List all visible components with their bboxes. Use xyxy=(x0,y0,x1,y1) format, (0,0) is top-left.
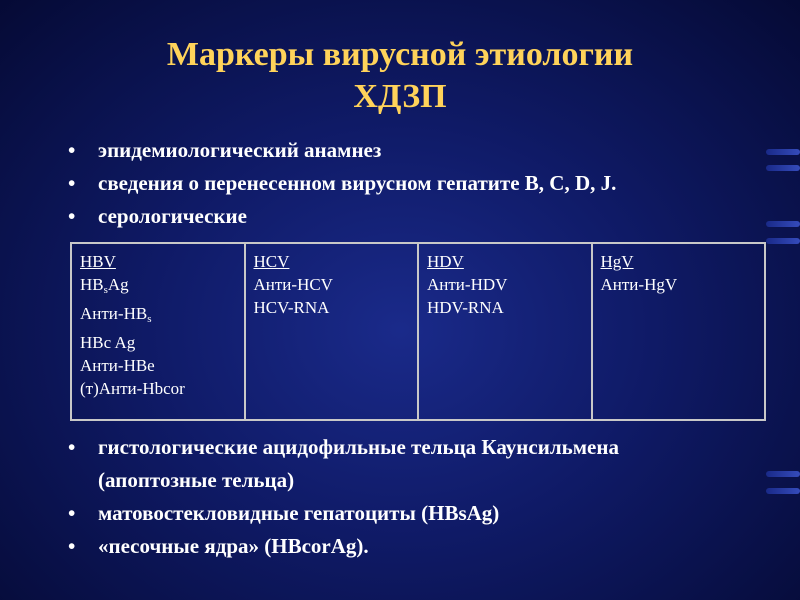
bullet-text: матовостекловидные гепатоциты (HBsAg) xyxy=(98,501,500,525)
bullet-text: серологические xyxy=(98,204,247,228)
bullet-item xyxy=(68,134,616,167)
table-cell-hcv xyxy=(245,243,419,420)
bullet-dot: • xyxy=(68,138,76,162)
decor-stripe xyxy=(766,165,800,171)
decor-stripe xyxy=(766,488,800,494)
slide-title-line2: ХДЗП xyxy=(353,78,447,115)
marker-item-hbsag: $HB_sAg$ xyxy=(80,275,129,296)
bullet-dot: • xyxy=(68,204,76,228)
table-row xyxy=(71,243,765,420)
bullet-item xyxy=(68,530,619,563)
column-header: HBV xyxy=(80,252,116,271)
marker-item: Анти-HBe xyxy=(80,356,155,375)
marker-item: (т)Анти-Hbcor xyxy=(80,379,185,398)
column-header: HgV xyxy=(600,252,634,271)
bullet-text-continued: (апоптозные тельца) xyxy=(98,468,295,492)
column-header: HCV xyxy=(253,252,290,271)
bullet-text: «песочные ядра» (HBcorAg). xyxy=(98,534,369,558)
table-cell-hgv xyxy=(592,243,766,420)
table-cell-hdv xyxy=(418,243,592,420)
marker-item: HCV-RNA xyxy=(253,298,330,317)
marker-item: HBc Ag xyxy=(80,333,136,352)
marker-item-anti-hbs: Анти-$HB_s$ xyxy=(80,304,152,325)
top-bullet-list xyxy=(68,134,616,233)
bottom-bullet-list xyxy=(68,431,619,563)
bullet-dot: • xyxy=(68,501,76,525)
bullet-dot: • xyxy=(68,534,76,558)
table-cell-hbv xyxy=(71,243,245,420)
slide-title xyxy=(0,34,800,118)
marker-item: HDV-RNA xyxy=(427,298,504,317)
slide-title-line1: Маркеры вирусной этиологии xyxy=(166,36,634,73)
bullet-item xyxy=(68,167,616,200)
marker-item: Анти-HgV xyxy=(600,275,678,294)
markers-table xyxy=(70,242,766,421)
decor-stripe xyxy=(766,238,800,244)
bullet-text: сведения о перенесенном вирусном гепатите В, С, D, J. xyxy=(98,171,617,195)
bullet-text: эпидемиологический анамнез xyxy=(98,138,382,162)
column-header: HDV xyxy=(427,252,464,271)
decor-stripe xyxy=(766,221,800,227)
bullet-item xyxy=(68,497,619,530)
bullet-dot: • xyxy=(68,171,76,195)
marker-item: Анти-HDV xyxy=(427,275,508,294)
marker-item: Анти-HCV xyxy=(253,275,333,294)
bullet-text: гистологические ацидофильные тельца Каунсильмена xyxy=(98,435,619,459)
bullet-item xyxy=(68,200,616,233)
decor-stripe xyxy=(766,471,800,477)
bullet-item xyxy=(68,431,619,497)
bullet-dot: • xyxy=(68,435,76,459)
decor-stripe xyxy=(766,149,800,155)
